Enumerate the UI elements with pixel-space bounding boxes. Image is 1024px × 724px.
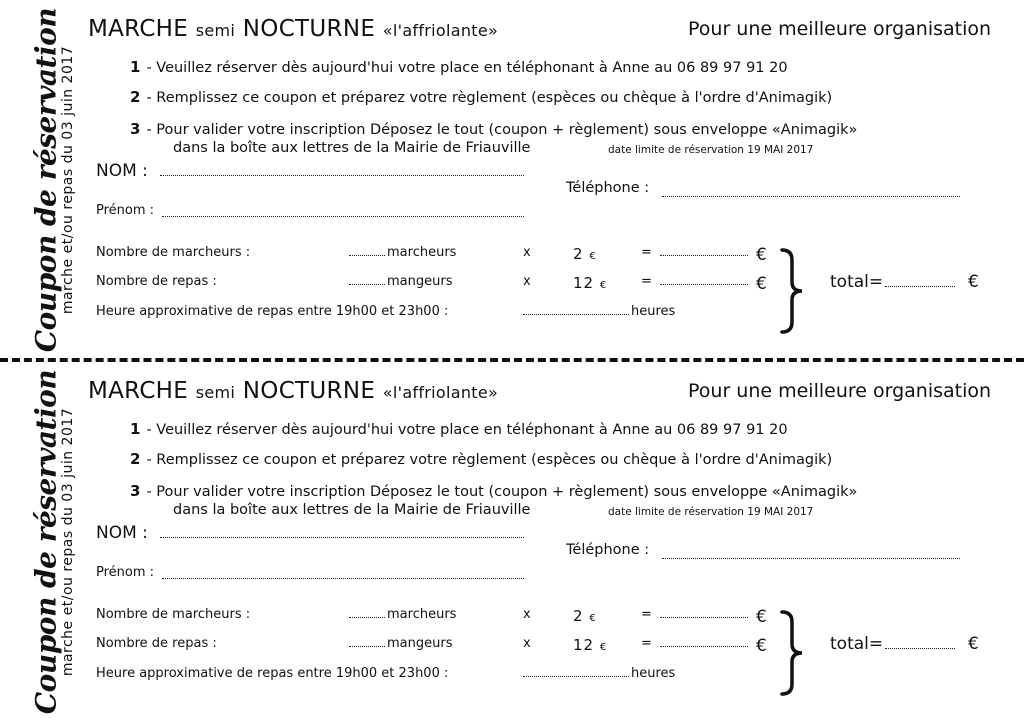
marcheurs-price (573, 245, 597, 263)
price-currency: € (589, 251, 597, 262)
reservation-coupon (0, 362, 1024, 724)
price-value: 2 (573, 245, 584, 263)
price-currency: € (599, 642, 608, 653)
euro-sign: € (968, 634, 979, 654)
marcheurs-label: Nombre de marcheurs : (96, 245, 251, 260)
step-text: - Remplissez ce coupon et préparez votre règlement (espèces ou chèque à l'ordre d'Animagik) (146, 90, 833, 106)
equals-sign: = (641, 274, 652, 289)
step-2 (130, 450, 832, 468)
equals-sign: = (641, 245, 652, 260)
marcheurs-unit: marcheurs (387, 607, 457, 622)
heure-unit: heures (631, 666, 676, 681)
euro-sign: € (756, 274, 767, 294)
step-3-continuation: dans la boîte aux lettres de la Mairie de Friauville (173, 140, 531, 156)
repas-count-field[interactable] (349, 274, 385, 285)
organisation-note: Pour une meilleure organisation (688, 18, 992, 40)
repas-label: Nombre de repas : (96, 274, 217, 289)
multiply-sign: x (523, 274, 531, 289)
title-nickname: «l'affriolante» (382, 383, 499, 402)
step-text: - Pour valider votre inscription Déposez le tout (coupon + règlement) sous enveloppe «Animagik» (146, 122, 858, 138)
marcheurs-subtotal-field[interactable] (660, 245, 748, 256)
heure-label: Heure approximative de repas entre 19h00 et 23h00 : (96, 304, 449, 319)
telephone-field[interactable] (662, 186, 960, 197)
price-currency: € (599, 280, 608, 291)
prenom-label: Prénom : (96, 565, 155, 580)
step-number: 1 (130, 58, 141, 76)
repas-subtotal-field[interactable] (660, 636, 748, 647)
total-field[interactable] (885, 276, 955, 287)
step-3-continuation: dans la boîte aux lettres de la Mairie de Friauville (173, 502, 531, 518)
multiply-sign: x (523, 245, 531, 260)
step-number: 2 (130, 450, 141, 468)
repas-unit: mangeurs (387, 274, 453, 289)
marcheurs-subtotal-field[interactable] (660, 607, 748, 618)
price-value: 2 (573, 607, 584, 625)
title-marche: MARCHE (88, 16, 189, 42)
marcheurs-unit: marcheurs (387, 245, 457, 260)
step-1 (130, 420, 788, 438)
prenom-field[interactable] (162, 568, 524, 579)
deadline-note: date limite de réservation 19 MAI 2017 (608, 506, 814, 518)
step-text: - Veuillez réserver dès aujourd'hui votre place en téléphonant à Anne au 06 89 97 91 20 (146, 60, 788, 76)
deadline-note: date limite de réservation 19 MAI 2017 (608, 144, 814, 156)
euro-sign: € (756, 607, 767, 627)
step-text: - Pour valider votre inscription Déposez le tout (coupon + règlement) sous enveloppe «Animagik» (146, 484, 858, 500)
title-marche: MARCHE (88, 378, 189, 404)
step-text: - Veuillez réserver dès aujourd'hui votre place en téléphonant à Anne au 06 89 97 91 20 (146, 422, 788, 438)
heure-unit: heures (631, 304, 676, 319)
event-title (88, 16, 498, 42)
multiply-sign: x (523, 636, 531, 651)
prenom-label: Prénom : (96, 203, 155, 218)
step-2 (130, 88, 832, 106)
prenom-field[interactable] (162, 206, 524, 217)
nom-field[interactable] (160, 527, 524, 538)
euro-sign: € (968, 272, 979, 292)
total-field[interactable] (885, 638, 955, 649)
step-text: - Remplissez ce coupon et préparez votre règlement (espèces ou chèque à l'ordre d'Animagik) (146, 452, 833, 468)
title-semi: semi (195, 21, 236, 40)
heure-field[interactable] (523, 304, 629, 315)
nom-label: NOM : (96, 523, 148, 543)
repas-price (573, 636, 607, 654)
organisation-note: Pour une meilleure organisation (688, 380, 992, 402)
title-nocturne: NOCTURNE (242, 16, 376, 42)
price-value: 12 (573, 636, 595, 654)
step-number: 3 (130, 482, 141, 500)
marcheurs-label: Nombre de marcheurs : (96, 607, 251, 622)
coupon-side-title: Coupon de réservation (29, 369, 63, 715)
telephone-label: Téléphone : (566, 180, 650, 196)
telephone-field[interactable] (662, 548, 960, 559)
step-number: 3 (130, 120, 141, 138)
coupon-side-title: Coupon de réservation (29, 7, 63, 353)
repas-unit: mangeurs (387, 636, 453, 651)
step-3 (130, 120, 857, 138)
heure-label: Heure approximative de repas entre 19h00 et 23h00 : (96, 666, 449, 681)
repas-count-field[interactable] (349, 636, 385, 647)
marcheurs-price (573, 607, 597, 625)
multiply-sign: x (523, 607, 531, 622)
total-label: total= (830, 272, 884, 292)
coupon-side-subtitle: marche et/ou repas du 03 juin 2017 (60, 407, 76, 677)
repas-subtotal-field[interactable] (660, 274, 748, 285)
marcheurs-count-field[interactable] (349, 607, 385, 618)
event-title (88, 378, 498, 404)
step-number: 2 (130, 88, 141, 106)
curly-brace-icon (778, 248, 808, 334)
marcheurs-count-field[interactable] (349, 245, 385, 256)
nom-field[interactable] (160, 165, 524, 176)
step-1 (130, 58, 788, 76)
title-nickname: «l'affriolante» (382, 21, 499, 40)
price-currency: € (589, 613, 597, 624)
step-3 (130, 482, 857, 500)
repas-price (573, 274, 607, 292)
nom-label: NOM : (96, 161, 148, 181)
step-number: 1 (130, 420, 141, 438)
heure-field[interactable] (523, 666, 629, 677)
price-value: 12 (573, 274, 595, 292)
curly-brace-icon (778, 610, 808, 696)
euro-sign: € (756, 636, 767, 656)
title-semi: semi (195, 383, 236, 402)
repas-label: Nombre de repas : (96, 636, 217, 651)
total-label: total= (830, 634, 884, 654)
equals-sign: = (641, 636, 652, 651)
coupon-side-subtitle: marche et/ou repas du 03 juin 2017 (60, 45, 76, 315)
euro-sign: € (756, 245, 767, 265)
equals-sign: = (641, 607, 652, 622)
telephone-label: Téléphone : (566, 542, 650, 558)
title-nocturne: NOCTURNE (242, 378, 376, 404)
